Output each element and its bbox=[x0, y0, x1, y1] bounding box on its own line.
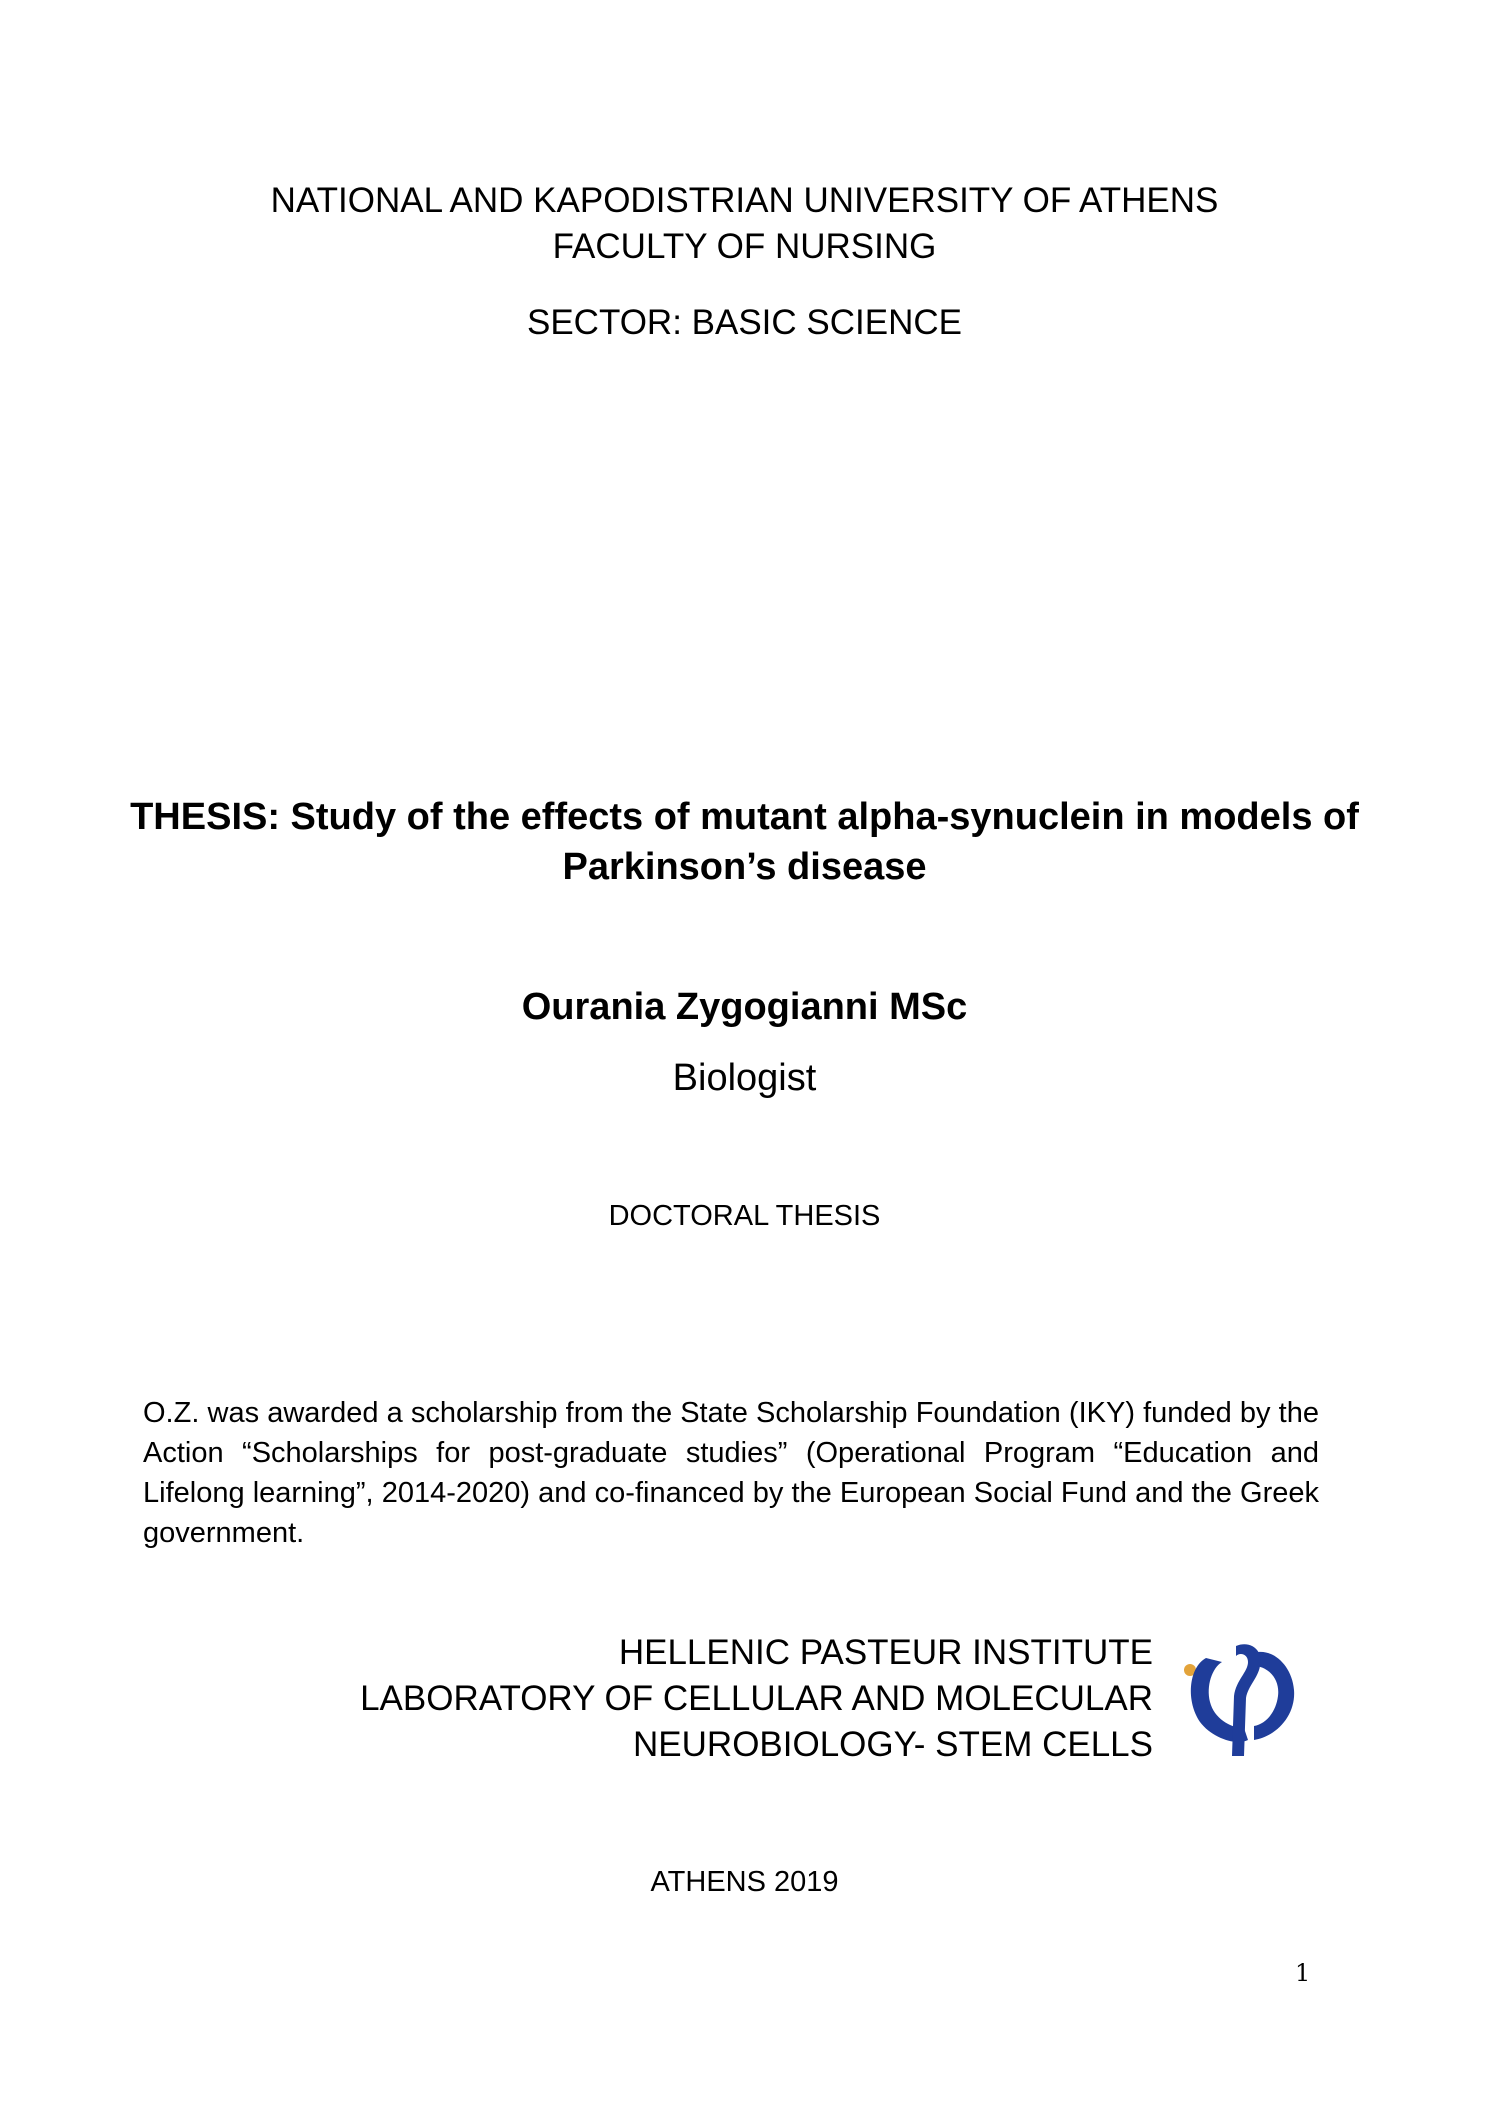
institute-line: LABORATORY OF CELLULAR AND MOLECULAR bbox=[360, 1679, 1153, 1718]
city-year: ATHENS 2019 bbox=[650, 1866, 839, 1898]
university-name: NATIONAL AND KAPODISTRIAN UNIVERSITY OF ATHENS bbox=[270, 181, 1219, 220]
author-role: Biologist bbox=[672, 1057, 817, 1099]
institute-block bbox=[360, 1630, 1153, 1768]
institute-line: NEUROBIOLOGY- STEM CELLS bbox=[633, 1725, 1153, 1764]
degree-type: DOCTORAL THESIS bbox=[608, 1200, 881, 1232]
sector-name: SECTOR: BASIC SCIENCE bbox=[526, 303, 962, 342]
hellenic-pasteur-institute-logo-icon bbox=[1178, 1640, 1308, 1760]
scholarship-note: O.Z. was awarded a scholarship from the State Scholarship Foundation (IKY) funded by the Action “Scholarships for post-graduate studies” (Operational Program “Education and Lifelong learning”, 2014-2020) and co-financed by the European Social Fund and the Greek government. bbox=[143, 1397, 1319, 1549]
author-name: Ourania Zygogianni MSc bbox=[521, 986, 968, 1028]
page-number: 1 bbox=[1295, 1959, 1311, 1987]
institute-line: HELLENIC PASTEUR INSTITUTE bbox=[618, 1633, 1153, 1672]
thesis-title: THESIS: Study of the effects of mutant alpha-synuclein in models of Parkinson’s disease bbox=[130, 796, 1359, 888]
faculty-name: FACULTY OF NURSING bbox=[552, 227, 937, 266]
